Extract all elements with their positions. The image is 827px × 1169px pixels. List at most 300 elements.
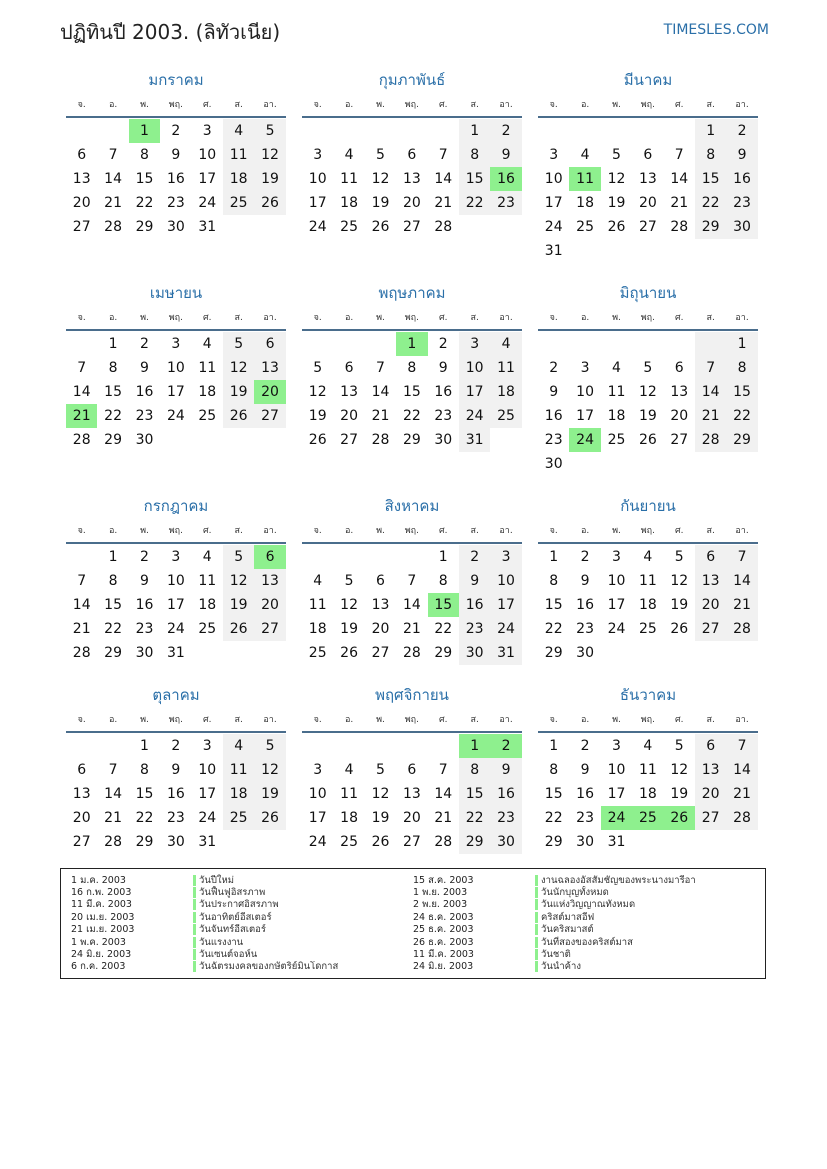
day-cell: 19	[340, 621, 358, 637]
weekday-label: ส.	[470, 715, 479, 725]
holiday-date: 24 มิ.ย. 2003	[71, 949, 132, 961]
weekday-label: ศ.	[438, 100, 448, 110]
day-empty	[695, 239, 726, 263]
day-cell: 16	[459, 593, 490, 617]
day-cell: 19	[223, 593, 254, 617]
month-name: มีนาคม	[623, 71, 673, 89]
weekday-label: อ.	[580, 313, 590, 323]
day-cell: 9	[549, 384, 559, 400]
day-cell: 9	[580, 762, 590, 778]
holiday-name: วันชาติ	[541, 949, 571, 961]
day-cell: 12	[638, 384, 657, 400]
day-cell: 15	[726, 380, 757, 404]
day-cell: 14	[434, 171, 453, 187]
day-cell: 1	[695, 119, 726, 143]
day-cell: 10	[166, 573, 185, 589]
day-empty	[490, 428, 521, 452]
day-cell: 13	[254, 569, 285, 593]
day-cell: 29	[459, 830, 490, 854]
weekday-header	[538, 305, 758, 331]
day-cell: 27	[72, 834, 91, 850]
weekday-label: อ.	[580, 715, 590, 725]
day-cell: 15	[135, 786, 154, 802]
holiday-name: วันจันทร์อีสเตอร์	[199, 924, 266, 936]
day-cell: 3	[549, 147, 559, 163]
day-cell: 28	[72, 432, 91, 448]
day-cell: 5	[313, 360, 323, 376]
day-cell: 3	[313, 762, 323, 778]
day-cell: 25	[632, 806, 663, 830]
day-cell: 24	[198, 195, 217, 211]
day-cell: 4	[612, 360, 621, 376]
holiday-date: 24 ธ.ค. 2003	[413, 911, 474, 923]
day-cell: 21	[104, 810, 122, 826]
day-empty	[365, 734, 396, 758]
weekday-label: ศ.	[202, 715, 212, 725]
day-cell: 21	[72, 621, 91, 637]
day-cell: 20	[638, 195, 657, 211]
day-cell: 10	[576, 384, 594, 400]
weekday-header	[302, 518, 522, 544]
day-cell: 1	[396, 332, 427, 356]
day-cell: 7	[438, 762, 448, 778]
day-empty	[302, 332, 333, 356]
day-cell: 20	[670, 408, 689, 424]
weekday-label: ส.	[234, 715, 243, 725]
day-cell: 21	[66, 404, 97, 428]
day-cell: 14	[104, 786, 122, 802]
day-cell: 18	[198, 597, 217, 613]
day-cell: 6	[407, 762, 417, 778]
holiday-date: 1 พ.ค. 2003	[71, 936, 126, 948]
day-cell: 6	[77, 762, 87, 778]
day-cell: 18	[198, 384, 217, 400]
day-cell: 18	[340, 810, 358, 826]
day-cell: 6	[695, 734, 726, 758]
day-cell: 16	[544, 408, 563, 424]
month-calendar	[66, 68, 286, 281]
weekday-label: จ.	[549, 526, 558, 536]
day-cell: 24	[601, 806, 632, 830]
day-cell: 22	[402, 408, 421, 424]
day-cell: 28	[726, 617, 757, 641]
holiday-date: 26 ธ.ค. 2003	[413, 936, 474, 948]
weekday-label: พฤ.	[404, 526, 419, 536]
day-cell: 30	[166, 834, 185, 850]
day-cell: 24	[166, 621, 185, 637]
day-cell: 3	[580, 360, 590, 376]
day-cell: 18	[638, 597, 657, 613]
day-empty	[695, 641, 726, 665]
day-cell: 15	[544, 786, 563, 802]
day-cell: 27	[371, 645, 390, 661]
day-cell: 27	[695, 806, 726, 830]
day-empty	[66, 545, 97, 569]
day-cell: 2	[549, 360, 559, 376]
weekday-label: ส.	[706, 715, 715, 725]
day-cell: 23	[726, 191, 757, 215]
day-cell: 17	[607, 597, 626, 613]
holiday-item	[71, 899, 413, 911]
holiday-date: 15 ส.ค. 2003	[413, 874, 474, 886]
day-cell: 8	[140, 762, 149, 778]
day-cell: 19	[607, 195, 626, 211]
day-cell: 27	[670, 432, 689, 448]
month-name: กรกฎาคม	[143, 497, 209, 515]
day-cell: 19	[371, 810, 390, 826]
weekday-label: อา.	[263, 715, 277, 725]
day-cell: 8	[108, 573, 118, 589]
day-cell: 23	[135, 621, 154, 637]
day-cell: 17	[166, 597, 185, 613]
day-cell: 4	[643, 549, 653, 565]
weekday-label: อา.	[735, 313, 749, 323]
day-empty	[601, 641, 632, 665]
day-cell: 20	[72, 810, 91, 826]
weekday-label: พฤ.	[404, 100, 419, 110]
day-cell: 31	[166, 645, 185, 661]
day-cell: 9	[140, 360, 149, 376]
day-cell: 8	[407, 360, 417, 376]
day-cell: 12	[223, 356, 254, 380]
day-empty	[632, 239, 663, 263]
day-cell: 29	[135, 219, 154, 235]
day-cell: 26	[670, 621, 689, 637]
day-cell: 9	[726, 143, 757, 167]
day-cell: 18	[576, 195, 594, 211]
weekday-label: พ.	[140, 526, 149, 536]
day-cell: 3	[171, 336, 181, 352]
day-cell: 2	[490, 119, 521, 143]
day-cell: 13	[72, 786, 91, 802]
day-cell: 27	[695, 617, 726, 641]
day-cell: 26	[223, 617, 254, 641]
site-link[interactable]: TIMESLES.COM	[663, 22, 769, 38]
days-grid	[302, 119, 522, 239]
day-cell: 28	[72, 645, 91, 661]
holiday-item	[413, 886, 755, 898]
day-cell: 6	[254, 332, 285, 356]
days-grid	[66, 332, 286, 452]
weekday-label: พ.	[612, 100, 621, 110]
day-cell: 26	[223, 404, 254, 428]
month-calendar	[538, 68, 758, 281]
day-cell: 14	[72, 384, 91, 400]
day-cell: 12	[308, 384, 327, 400]
day-cell: 23	[135, 408, 154, 424]
day-cell: 29	[434, 645, 453, 661]
day-cell: 16	[135, 597, 154, 613]
day-empty	[365, 119, 396, 143]
day-empty	[569, 332, 600, 356]
weekday-label: จ.	[549, 715, 558, 725]
day-cell: 5	[254, 734, 285, 758]
weekday-label: ศ.	[674, 715, 684, 725]
day-cell: 23	[544, 432, 563, 448]
day-empty	[726, 830, 757, 854]
day-cell: 11	[569, 167, 600, 191]
day-cell: 12	[371, 786, 390, 802]
day-cell: 15	[544, 597, 563, 613]
day-cell: 25	[223, 191, 254, 215]
weekday-header	[66, 707, 286, 733]
weekday-header	[66, 92, 286, 118]
day-cell: 20	[254, 380, 285, 404]
day-cell: 30	[459, 641, 490, 665]
holiday-item	[71, 961, 413, 973]
day-empty	[254, 428, 285, 452]
day-cell: 22	[459, 191, 490, 215]
day-cell: 26	[371, 219, 390, 235]
day-empty	[569, 119, 600, 143]
weekday-label: พ.	[376, 526, 385, 536]
day-cell: 19	[223, 380, 254, 404]
holiday-item	[413, 961, 755, 973]
day-cell: 15	[402, 384, 421, 400]
day-cell: 23	[576, 621, 594, 637]
day-cell: 10	[166, 360, 185, 376]
day-empty	[428, 734, 459, 758]
holidays-column-right	[413, 874, 755, 973]
day-empty	[632, 452, 663, 476]
day-cell: 29	[135, 834, 154, 850]
day-cell: 25	[576, 219, 594, 235]
weekday-label: ศ.	[674, 526, 684, 536]
day-cell: 16	[726, 167, 757, 191]
days-grid	[302, 734, 522, 854]
day-cell: 4	[223, 734, 254, 758]
weekday-label: ส.	[706, 526, 715, 536]
day-cell: 21	[726, 593, 757, 617]
day-cell: 6	[695, 545, 726, 569]
day-cell: 7	[695, 356, 726, 380]
weekday-header	[538, 518, 758, 544]
day-cell: 23	[166, 810, 185, 826]
day-cell: 12	[670, 762, 689, 778]
day-empty	[569, 452, 600, 476]
month-calendar	[302, 68, 522, 281]
day-cell: 24	[490, 617, 521, 641]
day-cell: 4	[490, 332, 521, 356]
month-name: ตุลาคม	[152, 686, 200, 704]
days-grid	[538, 545, 758, 665]
month-name: พฤษภาคม	[378, 284, 446, 302]
day-cell: 6	[674, 360, 684, 376]
day-cell: 2	[580, 738, 590, 754]
day-cell: 24	[308, 834, 327, 850]
weekday-label: ศ.	[674, 100, 684, 110]
holiday-marker	[535, 961, 538, 972]
month-calendar	[538, 494, 758, 683]
day-cell: 1	[549, 738, 559, 754]
day-cell: 12	[254, 758, 285, 782]
day-cell: 5	[254, 119, 285, 143]
day-cell: 19	[308, 408, 327, 424]
weekday-label: อา.	[499, 100, 513, 110]
holiday-marker	[193, 912, 196, 923]
day-empty	[569, 239, 600, 263]
weekday-header	[302, 305, 522, 331]
day-cell: 24	[166, 408, 185, 424]
day-cell: 7	[77, 360, 87, 376]
day-empty	[459, 215, 490, 239]
day-cell: 8	[549, 573, 559, 589]
month-name: ธันวาคม	[619, 686, 677, 704]
day-cell: 29	[402, 432, 421, 448]
day-cell: 13	[254, 356, 285, 380]
day-cell: 28	[402, 645, 421, 661]
day-cell: 13	[695, 758, 726, 782]
day-cell: 22	[434, 621, 453, 637]
day-cell: 18	[223, 167, 254, 191]
day-cell: 16	[490, 782, 521, 806]
weekday-label: อ.	[580, 100, 590, 110]
day-cell: 7	[108, 762, 118, 778]
day-cell: 11	[490, 356, 521, 380]
day-cell: 17	[544, 195, 563, 211]
day-cell: 15	[135, 171, 154, 187]
day-cell: 21	[695, 404, 726, 428]
day-cell: 19	[638, 408, 657, 424]
day-cell: 22	[726, 404, 757, 428]
day-cell: 8	[459, 758, 490, 782]
day-cell: 27	[402, 834, 421, 850]
day-cell: 27	[340, 432, 358, 448]
day-cell: 7	[376, 360, 385, 376]
month-calendar	[302, 683, 522, 883]
day-cell: 22	[544, 810, 563, 826]
weekday-header	[538, 707, 758, 733]
day-cell: 22	[135, 195, 154, 211]
day-cell: 21	[371, 408, 390, 424]
holiday-marker	[535, 875, 538, 886]
day-cell: 28	[371, 432, 390, 448]
weekday-label: พฤ.	[168, 313, 183, 323]
day-cell: 3	[490, 545, 521, 569]
day-cell: 11	[198, 573, 217, 589]
weekday-label: พ.	[612, 526, 621, 536]
day-empty	[302, 734, 333, 758]
weekday-label: อา.	[735, 100, 749, 110]
day-cell: 5	[223, 332, 254, 356]
day-cell: 30	[576, 645, 594, 661]
holiday-marker	[193, 937, 196, 948]
day-cell: 22	[544, 621, 563, 637]
day-cell: 30	[576, 834, 594, 850]
day-cell: 18	[223, 782, 254, 806]
day-empty	[726, 641, 757, 665]
day-cell: 26	[664, 806, 695, 830]
day-empty	[66, 332, 97, 356]
month-calendar	[302, 281, 522, 494]
holiday-marker	[535, 887, 538, 898]
day-cell: 17	[308, 810, 327, 826]
day-cell: 10	[544, 171, 563, 187]
day-cell: 15	[459, 782, 490, 806]
weekday-header	[302, 92, 522, 118]
day-empty	[333, 332, 364, 356]
holiday-name: วันนักบุญทั้งหมด	[541, 887, 609, 899]
holiday-marker	[193, 875, 196, 886]
day-empty	[192, 428, 223, 452]
day-empty	[601, 239, 632, 263]
day-empty	[365, 332, 396, 356]
day-cell: 8	[459, 143, 490, 167]
day-cell: 3	[313, 147, 323, 163]
holiday-marker	[535, 924, 538, 935]
weekday-label: จ.	[313, 715, 322, 725]
day-cell: 10	[459, 356, 490, 380]
weekday-label: อ.	[108, 100, 118, 110]
holiday-date: 6 ก.ค. 2003	[71, 961, 126, 973]
day-cell: 24	[607, 621, 626, 637]
day-cell: 15	[104, 384, 122, 400]
day-cell: 13	[695, 569, 726, 593]
holiday-name: วันแรงงาน	[199, 936, 244, 948]
day-cell: 30	[434, 432, 453, 448]
day-cell: 9	[459, 569, 490, 593]
weekday-label: ศ.	[674, 313, 684, 323]
day-cell: 23	[434, 408, 453, 424]
day-cell: 10	[607, 762, 626, 778]
day-cell: 6	[77, 147, 87, 163]
day-cell: 4	[643, 738, 653, 754]
holiday-item	[413, 936, 755, 948]
day-cell: 24	[198, 810, 217, 826]
days-grid	[538, 332, 758, 476]
weekday-header	[302, 707, 522, 733]
day-cell: 22	[695, 191, 726, 215]
days-grid	[302, 332, 522, 452]
day-cell: 15	[695, 167, 726, 191]
weekday-label: อา.	[263, 100, 277, 110]
day-empty	[632, 641, 663, 665]
day-cell: 20	[254, 593, 285, 617]
weekday-label: ศ.	[438, 715, 448, 725]
day-empty	[223, 641, 254, 665]
day-cell: 8	[140, 147, 149, 163]
day-cell: 22	[459, 806, 490, 830]
day-cell: 2	[171, 123, 181, 139]
day-empty	[538, 332, 569, 356]
day-cell: 2	[726, 119, 757, 143]
day-cell: 8	[108, 360, 118, 376]
day-cell: 11	[638, 762, 657, 778]
weekday-header	[66, 305, 286, 331]
day-cell: 9	[171, 762, 181, 778]
day-cell: 18	[638, 786, 657, 802]
day-cell: 2	[140, 549, 149, 565]
weekday-label: พฤ.	[404, 715, 419, 725]
weekday-label: พฤ.	[640, 526, 655, 536]
weekday-label: พฤ.	[168, 526, 183, 536]
day-cell: 7	[726, 734, 757, 758]
weekday-label: พฤ.	[404, 313, 419, 323]
day-cell: 25	[607, 432, 626, 448]
weekday-label: พฤ.	[168, 715, 183, 725]
day-cell: 17	[198, 171, 217, 187]
weekday-label: อ.	[580, 526, 590, 536]
day-cell: 21	[402, 621, 421, 637]
weekday-label: อ.	[108, 715, 118, 725]
day-cell: 30	[135, 432, 154, 448]
day-empty	[601, 332, 632, 356]
day-cell: 16	[576, 597, 594, 613]
weekday-label: อา.	[735, 715, 749, 725]
day-empty	[632, 830, 663, 854]
day-cell: 27	[72, 219, 91, 235]
day-cell: 9	[438, 360, 448, 376]
